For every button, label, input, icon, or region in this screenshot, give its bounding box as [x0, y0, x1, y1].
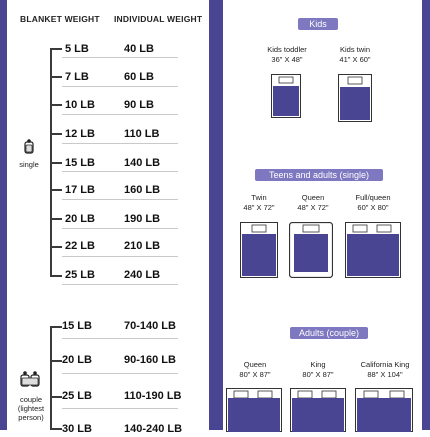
bracket-tick: [50, 275, 62, 277]
size-name: King: [310, 360, 326, 369]
individual-weight-value: 140-240 LB: [124, 423, 183, 435]
size-name: Queen: [301, 193, 325, 202]
individual-weight-header: INDIVIDUAL WEIGHT: [114, 14, 203, 24]
blanket-weight-value: 5 LB: [65, 43, 89, 55]
row-divider: [62, 143, 178, 144]
individual-weight-value: 40 LB: [124, 43, 154, 55]
kids-twin-bed-icon: [338, 74, 372, 127]
blanket-weight-value: 17 LB: [65, 184, 95, 196]
row-divider: [62, 373, 178, 374]
size-dimensions: 36" X 48": [271, 55, 303, 64]
individual-weight-value: 140 LB: [124, 157, 161, 169]
individual-weight-value: 90-160 LB: [124, 354, 176, 366]
bracket-tick: [50, 133, 62, 135]
blanket-weight-value: 7 LB: [65, 71, 89, 83]
blanket-weight-header: BLANKET WEIGHT: [20, 14, 100, 24]
size-dimensions: 48" X 72": [297, 203, 329, 212]
bracket-tick: [50, 76, 62, 78]
individual-weight-value: 60 LB: [124, 71, 154, 83]
frame-right-border: [422, 0, 430, 430]
size-name: Full/queen: [355, 193, 391, 202]
size-dimensions: 41" X 60": [339, 55, 371, 64]
bracket-tick: [50, 104, 62, 106]
row-divider: [62, 256, 178, 257]
queen-single-bed-icon: [289, 222, 333, 283]
bracket-tick: [50, 360, 62, 362]
kids-section-pill: Kids: [298, 18, 338, 30]
size-dimensions: 60" X 80": [357, 203, 389, 212]
full-queen-bed-icon: [345, 222, 401, 283]
row-divider: [62, 171, 178, 172]
bracket-tick: [50, 428, 62, 430]
bracket-tick: [50, 326, 62, 328]
size-dimensions: 80" X 87": [239, 370, 271, 379]
bracket-tick: [50, 246, 62, 248]
couple-label-line: couple: [19, 395, 43, 404]
row-divider: [62, 199, 178, 200]
couple-group-label: [10, 395, 52, 422]
blanket-weight-value: 12 LB: [65, 128, 95, 140]
single-person-icon: [22, 138, 36, 161]
frame-left-border: [0, 0, 7, 430]
row-divider: [62, 408, 178, 409]
size-name: Queen: [243, 360, 267, 369]
bracket-tick: [50, 162, 62, 164]
row-divider: [62, 284, 178, 285]
bracket-tick: [50, 218, 62, 220]
row-divider: [62, 86, 178, 87]
couple-icon: [20, 370, 40, 393]
row-divider: [62, 114, 178, 115]
single-group-label: single: [19, 160, 39, 169]
size-name: Kids twin: [339, 45, 370, 54]
individual-weight-value: 240 LB: [124, 269, 161, 281]
individual-weight-value: 110-190 LB: [124, 390, 182, 402]
adults-section-pill: Adults (couple): [290, 327, 368, 339]
bracket-tick: [50, 48, 62, 50]
individual-weight-value: 90 LB: [124, 99, 154, 111]
bracket-tick: [50, 189, 62, 191]
individual-weight-value: 190 LB: [124, 213, 161, 225]
frame-center-divider: [209, 0, 223, 430]
size-dimensions: 88" X 104": [367, 370, 403, 379]
size-dimensions: 48" X 72": [243, 203, 275, 212]
size-dimensions: 80" X 87": [302, 370, 334, 379]
blanket-weight-value: 15 LB: [62, 320, 92, 332]
size-name: Kids toddler: [267, 45, 307, 54]
blanket-weight-value: 25 LB: [65, 269, 95, 281]
teens-section-pill: Teens and adults (single): [255, 169, 383, 181]
twin-bed-icon: [240, 222, 278, 283]
blanket-weight-value: 30 LB: [62, 423, 92, 435]
couple-label-line: person): [18, 413, 44, 422]
individual-weight-value: 210 LB: [124, 240, 161, 252]
size-name: Twin: [251, 193, 267, 202]
row-divider: [62, 228, 178, 229]
individual-weight-value: 160 LB: [124, 184, 161, 196]
kids-toddler-bed-icon: [271, 74, 301, 123]
couple-label-line: (lightest: [17, 404, 45, 413]
blanket-weight-value: 15 LB: [65, 157, 95, 169]
row-divider: [62, 338, 178, 339]
size-name: California King: [360, 360, 410, 369]
row-divider: [62, 57, 178, 58]
blanket-weight-value: 25 LB: [62, 390, 92, 402]
blanket-weight-value: 20 LB: [62, 354, 92, 366]
blanket-weight-value: 10 LB: [65, 99, 95, 111]
blanket-weight-value: 22 LB: [65, 240, 95, 252]
individual-weight-value: 110 LB: [124, 128, 160, 140]
blanket-weight-value: 20 LB: [65, 213, 95, 225]
individual-weight-value: 70-140 LB: [124, 320, 176, 332]
